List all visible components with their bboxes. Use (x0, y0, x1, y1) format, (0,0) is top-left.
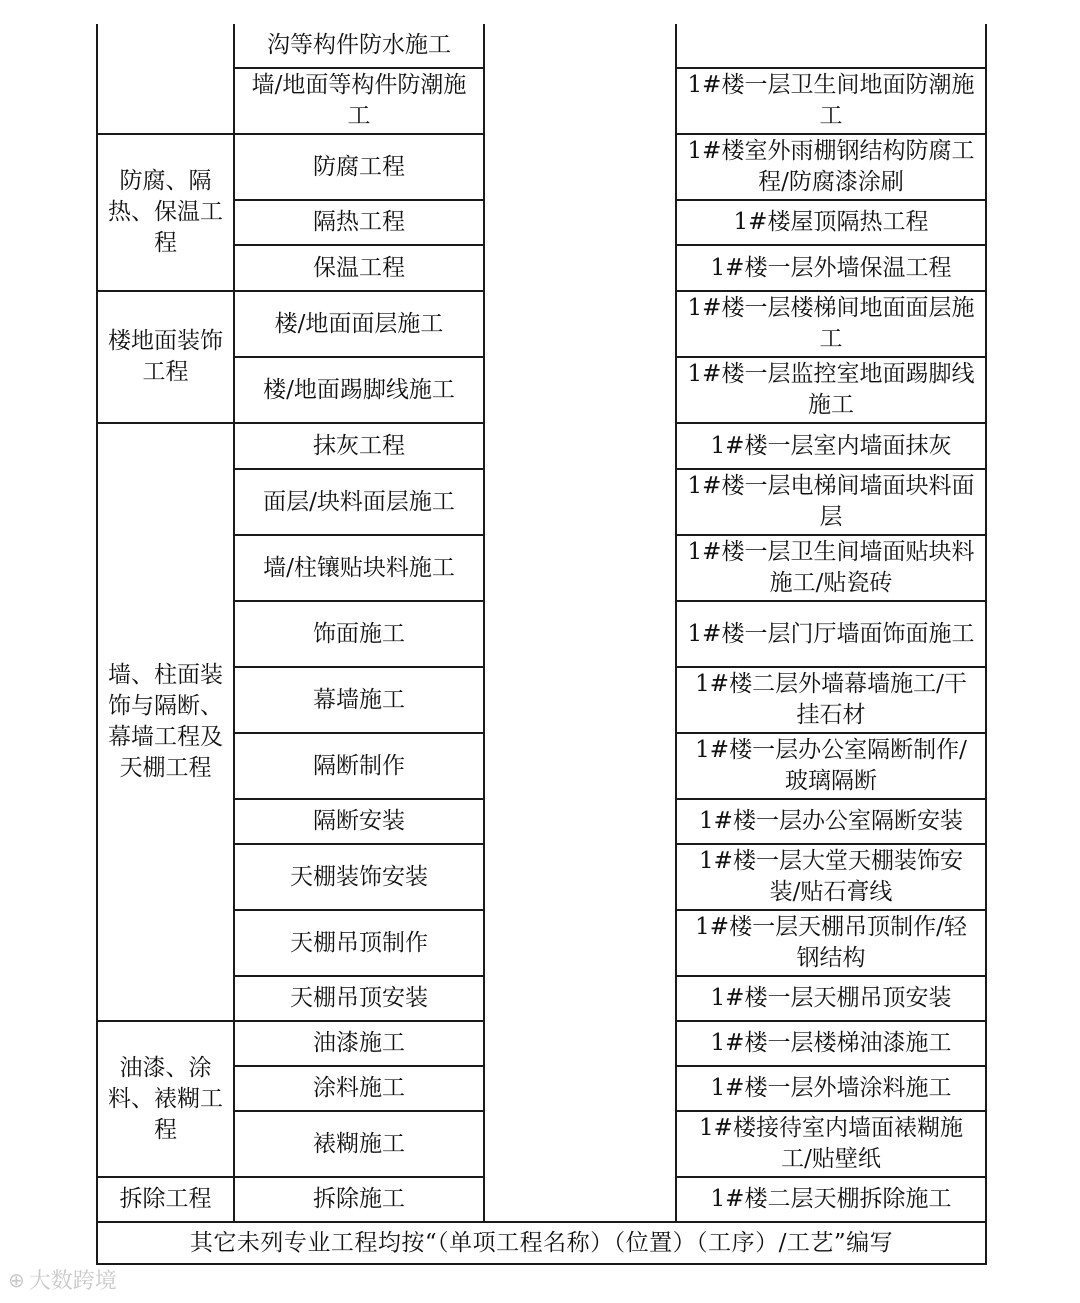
example-cell: 1#楼一层外墙保温工程 (676, 245, 986, 291)
example-cell: 1#楼二层天棚拆除施工 (676, 1177, 986, 1222)
example-cell: 1#楼一层外墙涂料施工 (676, 1066, 986, 1111)
example-cell: 1#楼一层卫生间墙面贴块料施工/贴瓷砖 (676, 535, 986, 601)
sub-item-cell: 拆除施工 (234, 1177, 484, 1222)
example-cell: 1#楼接待室内墙面裱糊施工/贴壁纸 (676, 1111, 986, 1177)
sub-item-cell: 楼/地面踢脚线施工 (234, 357, 484, 423)
example-cell: 1#楼一层监控室地面踢脚线施工 (676, 357, 986, 423)
sub-item-cell: 裱糊施工 (234, 1111, 484, 1177)
sub-item-cell: 饰面施工 (234, 601, 484, 667)
example-cell: 1#楼一层楼梯油漆施工 (676, 1021, 986, 1066)
watermark (8, 1264, 117, 1295)
table-row (97, 24, 986, 68)
sub-item-cell: 墙/柱镶贴块料施工 (234, 535, 484, 601)
sub-item-cell: 隔断制作 (234, 733, 484, 799)
sub-item-cell: 油漆施工 (234, 1021, 484, 1066)
sub-item-cell: 墙/地面等构件防潮施工 (234, 68, 484, 134)
sub-item-cell: 天棚吊顶制作 (234, 910, 484, 976)
category-cell: 防腐、隔热、保温工程 (97, 134, 234, 291)
sub-item-cell: 天棚装饰安装 (234, 844, 484, 910)
category-cell: 楼地面装饰工程 (97, 291, 234, 423)
blank-column-cell (484, 24, 676, 1222)
footer-note: 其它未列专业工程均按“（单项工程名称）（位置）（工序）/工艺”编写 (97, 1222, 986, 1264)
category-cell: 拆除工程 (97, 1177, 234, 1222)
sub-item-cell: 保温工程 (234, 245, 484, 291)
example-cell: 1#楼二层外墙幕墙施工/干挂石材 (676, 667, 986, 733)
category-cell-continued (97, 24, 234, 134)
sub-item-cell: 幕墙施工 (234, 667, 484, 733)
example-cell: 1#楼一层办公室隔断安装 (676, 799, 986, 844)
example-cell (676, 24, 986, 68)
category-cell: 墙、柱面装饰与隔断、幕墙工程及天棚工程 (97, 423, 234, 1021)
example-cell: 1#楼一层办公室隔断制作/玻璃隔断 (676, 733, 986, 799)
example-cell: 1#楼一层大堂天棚装饰安装/贴石膏线 (676, 844, 986, 910)
example-cell: 1#楼一层天棚吊顶制作/轻钢结构 (676, 910, 986, 976)
example-cell: 1#楼一层电梯间墙面块料面层 (676, 469, 986, 535)
sub-item-cell: 防腐工程 (234, 134, 484, 200)
specialty-work-coding-table (96, 24, 987, 1265)
example-cell: 1#楼屋顶隔热工程 (676, 200, 986, 245)
example-cell: 1#楼一层楼梯间地面面层施工 (676, 291, 986, 357)
sub-item-cell: 涂料施工 (234, 1066, 484, 1111)
category-cell: 油漆、涂料、裱糊工程 (97, 1021, 234, 1177)
example-cell: 1#楼室外雨棚钢结构防腐工程/防腐漆涂刷 (676, 134, 986, 200)
sub-item-cell: 隔热工程 (234, 200, 484, 245)
watermark-logo-icon: ⊕ (8, 1267, 25, 1292)
sub-item-cell: 沟等构件防水施工 (234, 24, 484, 68)
table-footer-row (97, 1222, 986, 1264)
example-cell: 1#楼一层天棚吊顶安装 (676, 976, 986, 1021)
sub-item-cell: 楼/地面面层施工 (234, 291, 484, 357)
sub-item-cell: 抹灰工程 (234, 423, 484, 469)
example-cell: 1#楼一层室内墙面抹灰 (676, 423, 986, 469)
sub-item-cell: 面层/块料面层施工 (234, 469, 484, 535)
sub-item-cell: 天棚吊顶安装 (234, 976, 484, 1021)
example-cell: 1#楼一层门厅墙面饰面施工 (676, 601, 986, 667)
watermark-text: 大数跨境 (28, 1269, 117, 1294)
example-cell: 1#楼一层卫生间地面防潮施工 (676, 68, 986, 134)
sub-item-cell: 隔断安装 (234, 799, 484, 844)
